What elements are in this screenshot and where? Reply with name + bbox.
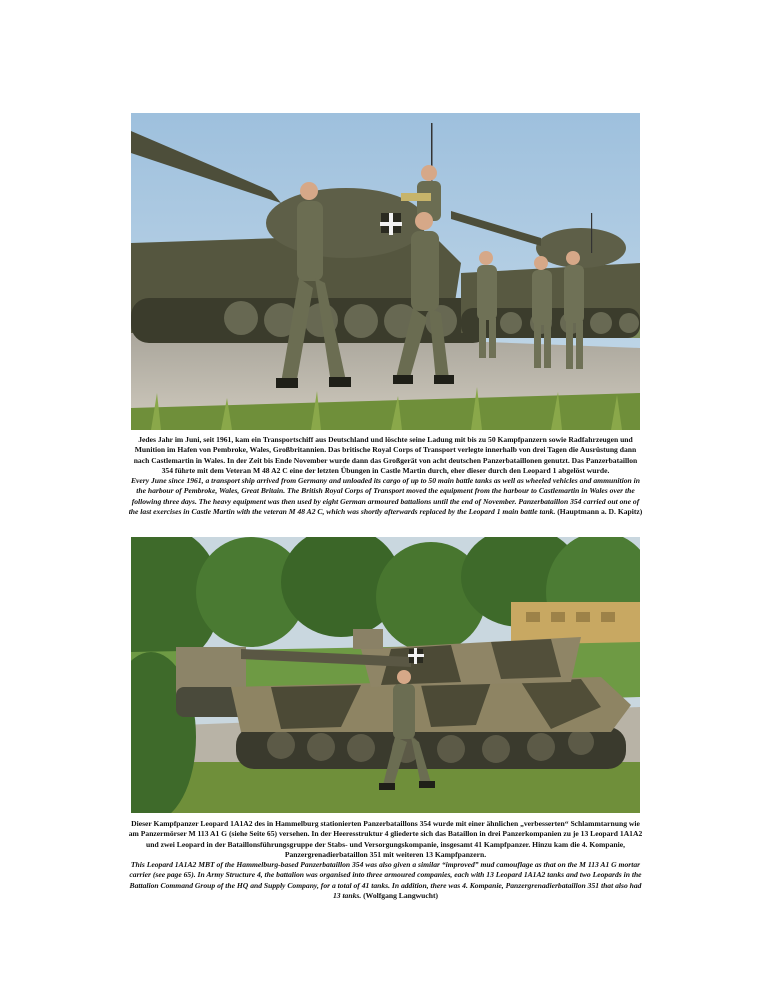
photo-leopard-1a1a2 (131, 537, 640, 813)
caption-m48-photo (128, 435, 643, 517)
caption-english-text: Every June since 1961, a transport ship arrived from Germany and unloaded its cargo of up to 50 main battle tanks as well as wheeled vehicles and ammunition in the harbour of Pembroke, Wales, Great Britain. The British Royal Corps of Transport moved the equipment from the harbour to Castlemartin in Wales over the following three days. The heavy equipment was then used by eight German armoured battalions until the end of November. Panzerbataillon 354 carried out one of the last exercises in Castle Martin with the veteran M 48 A2 C, which was shortly afterwards replaced by the Leopard 1 main battle tank. (128, 476, 641, 517)
photo-m48-tanks-castlemartin (131, 113, 640, 430)
caption-german: Dieser Kampfpanzer Leopard 1A1A2 des in Hammelburg stationierten Panzerbataillons 354 wurde mit einer ähnlichen „verbesserten“ Schlammtarnung wie am Panzermörser M 113 A1 G (siehe Seite 65) versehen. In der Heeresstruktur 4 gliederte sich das Bataillon in drei Panzerkompanien zu je 13 Leopard 1A1A2 und zwei Leopard in der Bataillonsführungsgruppe der Stabs- und Versorgungskompanie, insgesamt 41 Kampfpanzer. Hinzu kam die 4. Kompanie, Panzergrenadierbataillon 351 mit weiteren 13 Kampfpanzern. (128, 819, 643, 859)
photo-credit: (Wolfgang Langwucht) (363, 891, 439, 901)
photo-m48-illustration (131, 113, 640, 430)
caption-english (128, 476, 643, 517)
photo-leopard-illustration (131, 537, 640, 813)
photo-credit: (Hauptmann a. D. Kapitz) (557, 507, 643, 517)
caption-english-text: This Leopard 1A1A2 MBT of the Hammelburg-based Panzerbataillon 354 was also given a similar “improved” mud camouflage as that on the M 113 A1 G mortar carrier (see page 65). In Army Structure 4, the battalion was organised into three armoured companies, each with 13 Leopard 1A1A2 tanks and two Leopards in the Battalion Command Group of the HQ and Supply Company, for a total of 41 tanks. In addition, there was 4. Kompanie, Panzergrenadierbataillon 351 that also had 13 tanks. (129, 860, 642, 901)
caption-german: Jedes Jahr im Juni, seit 1961, kam ein Transportschiff aus Deutschland und löschte seine Ladung mit bis zu 50 Kampfpanzern sowie Radfahrzeugen und Munition im Hafen von Pembroke, Wales, Großbritannien. Das britische Royal Corps of Transport verlegte innerhalb von drei Tagen die Ausrüstung dann nach Castlemartin in Wales. In der Zeit bis Ende November wurde dann das Großgerät von acht deutschen Panzerbataillonen genutzt. Das Panzerbataillon 354 führte mit dem Veteran M 48 A2 C eine der letzten Übungen in Castle Martin durch, eher dieser durch den Leopard 1 abgelöst wurde. (133, 435, 638, 475)
caption-leopard-photo (128, 819, 643, 901)
caption-english (128, 860, 643, 901)
